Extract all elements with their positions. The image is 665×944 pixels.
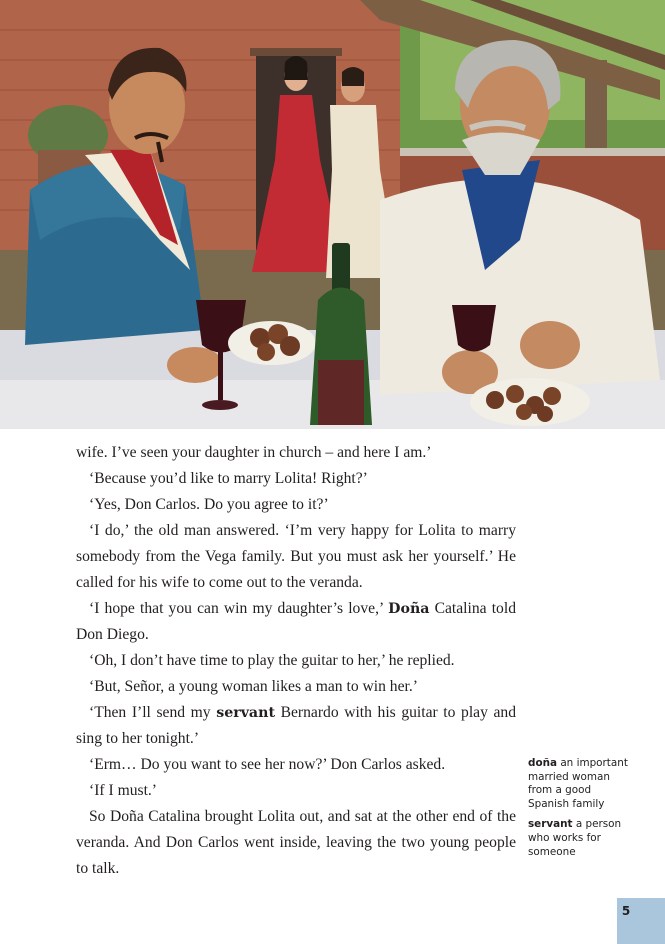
paragraph-text: wife. I’ve seen your daughter in church – and here I am.’ — [76, 444, 432, 461]
story-paragraph — [76, 596, 516, 648]
story-paragraph — [76, 440, 516, 466]
story-paragraph — [76, 804, 516, 882]
glossary-entry — [528, 818, 628, 859]
story-paragraph — [76, 466, 516, 492]
paragraph-text: ‘If I must.’ — [89, 782, 157, 799]
glossary — [528, 757, 628, 866]
paragraph-text: ‘I do,’ the old man answered. ‘I’m very happy for Lolita to marry somebody from the Vega family. But you must ask her yourself.’ He called for his wife to come out to the veranda. — [76, 522, 516, 591]
glossary-term: doña — [528, 757, 557, 769]
story-paragraph — [76, 752, 516, 778]
story-paragraph — [76, 518, 516, 596]
story-illustration — [0, 0, 665, 429]
paragraph-text: ‘Yes, Don Carlos. Do you agree to it?’ — [89, 496, 329, 513]
paragraph-text: ‘Then I’ll send my — [89, 704, 217, 721]
paragraph-text: Catalina told Don Diego. — [76, 600, 516, 643]
glossary-definition: an important married woman from a good Spanish family — [528, 757, 628, 810]
story-text — [76, 440, 516, 882]
story-paragraph — [76, 778, 516, 804]
paragraph-text: ‘But, Señor, a young woman likes a man to win her.’ — [89, 678, 418, 695]
story-paragraph — [76, 648, 516, 674]
glossary-term: servant — [528, 818, 573, 831]
glossary-word: servant — [216, 705, 275, 721]
paragraph-text: ‘Because you’d like to marry Lolita! Right?’ — [89, 470, 368, 487]
paragraph-text: ‘I hope that you can win my daughter’s love,’ — [89, 600, 389, 617]
paragraph-text: Bernardo with his guitar to play and sing to her tonight.’ — [76, 704, 516, 747]
paragraph-text: So Doña Catalina brought Lolita out, and sat at the other end of the veranda. And Don Carlos went inside, leaving the two young people to talk. — [76, 808, 516, 877]
paragraph-text: ‘Oh, I don’t have time to play the guitar to her,’ he replied. — [89, 652, 455, 669]
story-paragraph — [76, 674, 516, 700]
glossary-definition: a person who works for someone — [528, 818, 622, 858]
story-paragraph — [76, 700, 516, 752]
story-paragraph — [76, 492, 516, 518]
page-number: 5 — [621, 904, 631, 918]
glossary-entry — [528, 757, 628, 811]
glossary-word: Doña — [388, 601, 430, 617]
paragraph-text: ‘Erm… Do you want to see her now?’ Don Carlos asked. — [89, 756, 446, 773]
